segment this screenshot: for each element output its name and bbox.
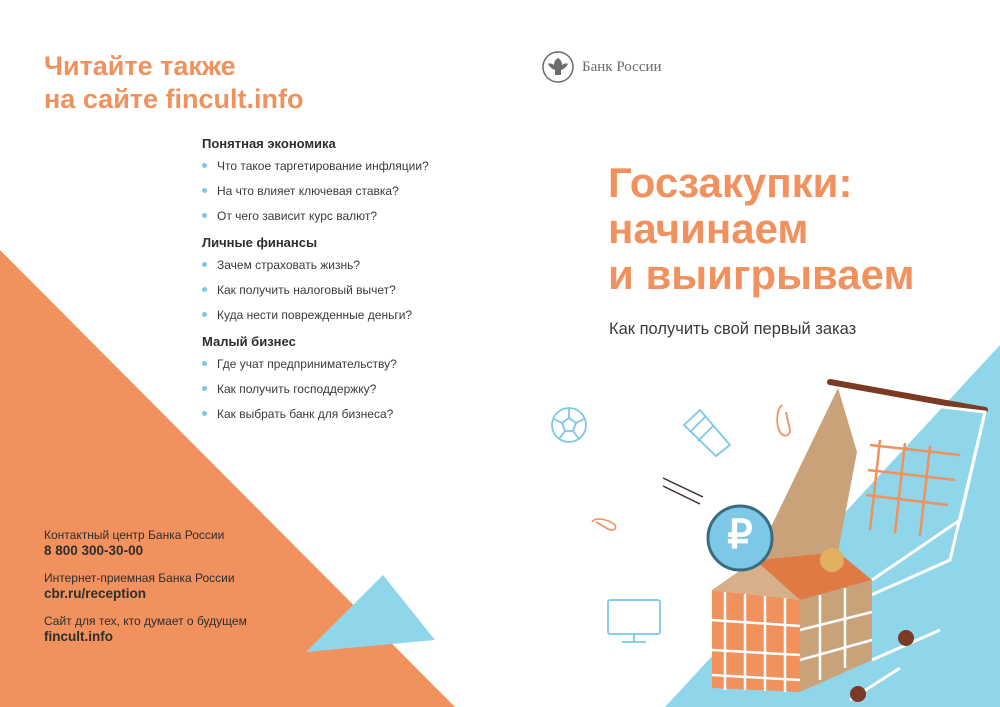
subtitle: Как получить свой первый заказ: [609, 320, 857, 338]
read-also-line-1: Читайте также: [44, 51, 236, 81]
contacts-block: [44, 528, 247, 657]
list-item[interactable]: Что такое таргетирование инфляции?: [202, 159, 502, 173]
bullet-icon: [202, 361, 207, 366]
title-line-3: и выигрываем: [608, 251, 915, 298]
contact-reception-link[interactable]: cbr.ru/reception: [44, 586, 147, 601]
bullet-icon: [202, 312, 207, 317]
read-also-title: [44, 50, 304, 116]
list-item[interactable]: Где учат предпринимательству?: [202, 357, 502, 371]
section-economics: [202, 136, 502, 223]
section-small-business: [202, 334, 502, 421]
list-item[interactable]: Куда нести поврежденные деньги?: [202, 308, 502, 322]
list-item[interactable]: Как получить налоговый вычет?: [202, 283, 502, 297]
soccer-ball-icon: [552, 408, 586, 442]
read-also-line-2: на сайте fincult.info: [44, 84, 304, 114]
list-item[interactable]: Как получить господдержку?: [202, 382, 502, 396]
bank-emblem-icon: [542, 51, 574, 83]
paperclip-icon: [777, 405, 790, 436]
contact-site-link[interactable]: fincult.info: [44, 629, 113, 644]
bank-name: Банк России: [582, 58, 662, 75]
contact-label: Интернет-приемная Банка России: [44, 571, 235, 585]
section-title: Личные финансы: [202, 235, 318, 250]
wheel: [898, 630, 914, 646]
title-line-2: начинаем: [608, 205, 809, 252]
wheel: [850, 686, 866, 702]
page-title: [608, 160, 915, 298]
bullet-icon: [202, 213, 207, 218]
ruble-icon: ₽: [727, 513, 753, 557]
section-title: Малый бизнес: [202, 334, 296, 349]
bullet-icon: [202, 188, 207, 193]
list-item[interactable]: На что влияет ключевая ставка?: [202, 184, 502, 198]
speed-lines: [663, 478, 703, 504]
list-item[interactable]: Как выбрать банк для бизнеса?: [202, 407, 502, 421]
contact-label: Сайт для тех, кто думает о будущем: [44, 614, 247, 628]
coin-shadow: [820, 548, 844, 572]
list-item[interactable]: Зачем страховать жизнь?: [202, 258, 502, 272]
bullet-icon: [202, 386, 207, 391]
contact-phone[interactable]: 8 800 300-30-00: [44, 543, 144, 558]
topics-list: [202, 136, 502, 433]
stapler-icon: [684, 410, 730, 456]
contact-label: Контактный центр Банка России: [44, 528, 225, 542]
title-line-1: Госзакупки:: [608, 159, 853, 206]
list-item[interactable]: От чего зависит курс валют?: [202, 209, 502, 223]
monitor-icon: [608, 600, 660, 642]
bullet-icon: [202, 287, 207, 292]
bullet-icon: [202, 411, 207, 416]
bullet-icon: [202, 262, 207, 267]
section-title: Понятная экономика: [202, 136, 336, 151]
bullet-icon: [202, 163, 207, 168]
paperclip-small-icon: [592, 519, 616, 530]
section-personal-finance: [202, 235, 502, 322]
bank-logo: [542, 51, 662, 83]
